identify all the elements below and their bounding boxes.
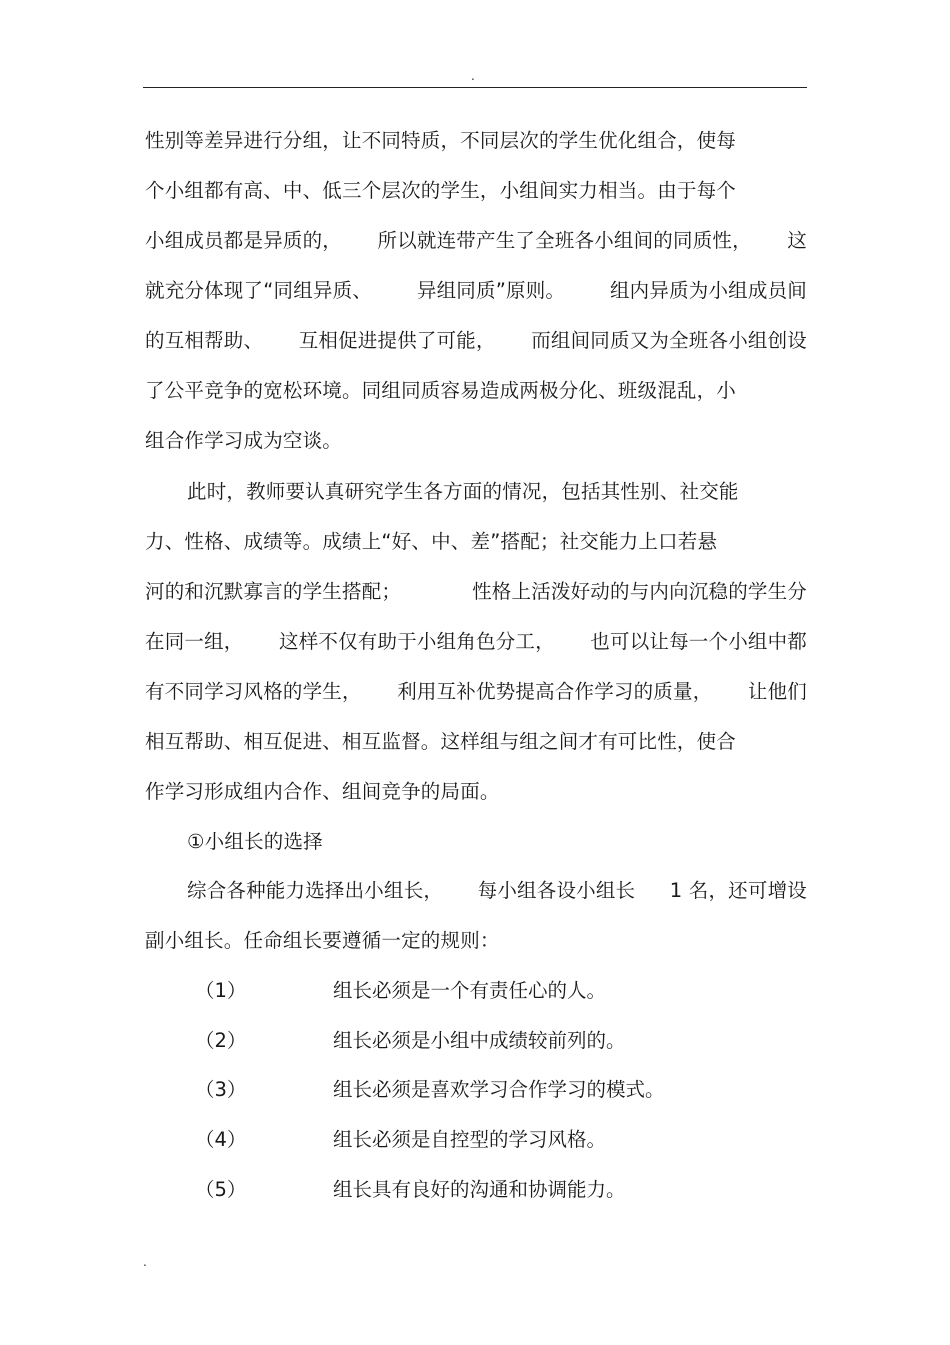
section-heading: ①小组长的选择 [187,830,323,853]
body-line: 综合各种能力选择出小组长， 每小组各设小组长 1 名，还可增设 [187,879,807,902]
rule-number: （5） [195,1178,247,1201]
rule-text: 组长具有良好的沟通和协调能力。 [333,1178,626,1201]
rule-text: 组长必须是喜欢学习合作学习的模式。 [333,1078,665,1101]
body-line: 有不同学习风格的学生， 利用互补优势提高合作学习的质量， 让他们 [145,680,807,703]
rule-text: 组长必须是小组中成绩较前列的。 [333,1029,626,1052]
rule-number: （2） [195,1029,247,1052]
body-line: 小组成员都是异质的， 所以就连带产生了全班各小组间的同质性， 这 [145,229,807,252]
body-line: 力、性格、成绩等。成绩上“好、中、差”搭配；社交能力上口若悬 [145,530,718,553]
header-rule [143,87,807,88]
body-line: 个小组都有高、中、低三个层次的学生，小组间实力相当。由于每个 [145,179,737,202]
rule-text: 组长必须是一个有责任心的人。 [333,979,607,1002]
header-mark: . [471,69,475,83]
rule-number: （1） [195,979,247,1002]
body-line: 作学习形成组内合作、组间竞争的局面。 [145,780,500,803]
body-line: 就充分体现了“同组异质、 异组同质”原则。 组内异质为小组成员间 [145,279,807,302]
rule-text: 组长必须是自控型的学习风格。 [333,1128,607,1151]
body-line: 相互帮助、相互促进、相互监督。这样组与组之间才有可比性，使合 [145,730,737,753]
body-line: 性别等差异进行分组，让不同特质，不同层次的学生优化组合，使每 [145,129,737,152]
rule-number: （3） [195,1078,247,1101]
body-line: 了公平竞争的宽松环境。同组同质容易造成两极分化、班级混乱，小 [145,379,737,402]
body-line: 的互相帮助、 互相促进提供了可能， 而组间同质又为全班各小组创设 [145,329,807,352]
body-line: 此时，教师要认真研究学生各方面的情况，包括其性别、社交能 [187,480,739,503]
body-line: 组合作学习成为空谈。 [145,429,343,452]
body-line: 河的和沉默寡言的学生搭配； 性格上活泼好动的与内向沉稳的学生分 [145,580,807,603]
rule-number: （4） [195,1128,247,1151]
body-line: 在同一组， 这样不仅有助于小组角色分工， 也可以让每一个小组中都 [145,630,807,653]
body-line: 副小组长。任命组长要遵循一定的规则： [145,929,500,952]
footer-mark: . [143,1255,147,1269]
